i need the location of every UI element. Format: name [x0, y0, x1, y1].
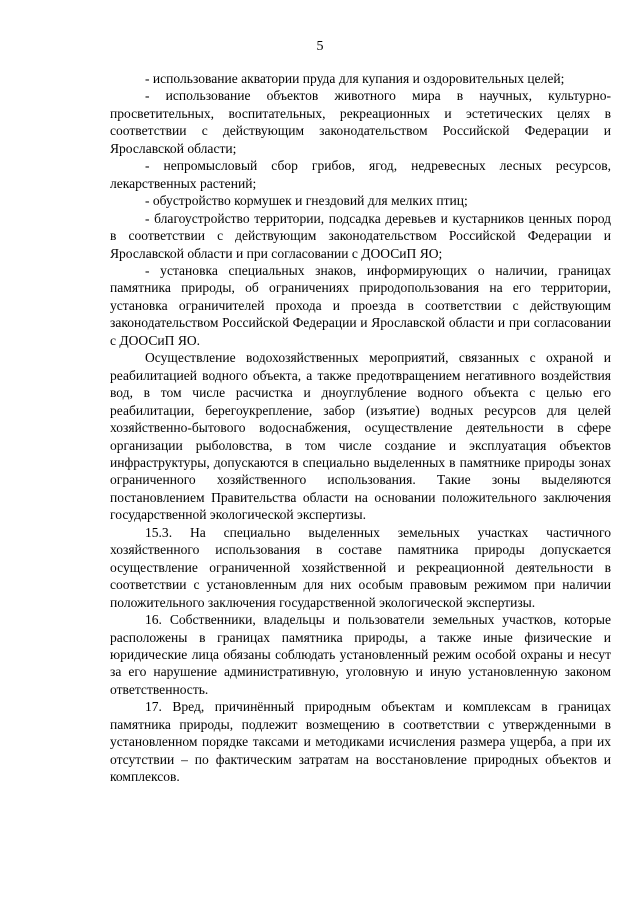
paragraph-water-management: Осуществление водохозяйственных мероприятий, связанных с охраной и реабилитацией водного объекта, а также предотвращением негативного воздействия вод, в том числе расчистка и дноуглубление водного объекта с целью его реабилитации, берегоукрепление, забор (изъятие) водных ресурсов для целей хозяйственно-бытового водоснабжения, осуществление деятельности в сфере организации рыболовства, в том числе создание и эксплуатация объектов инфраструктуры, допускаются в специально выделенных в памятнике природы зонах ограниченного хозяйственного использования. Такие зоны выделяются постановлением Правительства области на основании положительного заключения государственной экологической экспертизы.	[110, 350, 611, 523]
paragraph-landscaping: - благоустройство территории, подсадка деревьев и кустарников ценных пород в соответствии с действующим законодательством Российской Федерации и Ярославской области и при согласовании с ДООСиП ЯО;	[110, 210, 611, 261]
paragraph-signs: - установка специальных знаков, информирующих о наличии, границах памятника природы, об ограничениях природопользования на его территории, установка ограничителей прохода и проезда в соответствии с действующим законодательством Российской Федерации и Ярославской области и при согласовании с ДООСиП ЯО.	[110, 262, 611, 348]
page-number: 5	[316, 39, 324, 54]
paragraph-mushroom-gathering: - непромысловый сбор грибов, ягод, недревесных лесных ресурсов, лекарственных растений;	[110, 158, 611, 191]
paragraph-16: 16. Собственники, владельцы и пользователи земельных участков, которые расположены в границах памятника природы, а также иные физические и юридические лица обязаны соблюдать установленный режим особой охраны и несут за его нарушение административную, уголовную и иную установленную законом ответственность.	[110, 612, 611, 697]
paragraph-17: 17. Вред, причинённый природным объектам и комплексам в границах памятника природы, подлежит возмещению в соответствии с утвержденными в установленном порядке таксами и методиками исчисления размера ущерба, а при их отсутствии – по фактическим затратам на восстановление природных объектов и комплексов.	[110, 699, 611, 785]
paragraph-15-3: 15.3. На специально выделенных земельных участках частичного хозяйственного использования в составе памятника природы допускается осуществление ограниченной хозяйственной и рекреационной деятельности в соответствии с установленным для них особым правовым режимом при наличии положительного заключения государственной экологической экспертизы.	[110, 524, 611, 610]
paragraph-wildlife-use: - использование объектов животного мира в научных, культурно-просветительных, воспитательных, рекреационных и эстетических целях в соответствии с действующим законодательством Российской Федерации и Ярославской области;	[110, 88, 611, 156]
paragraph-pond-use: - использование акватории пруда для купания и оздоровительных целей;	[145, 71, 565, 86]
paragraph-bird-feeders: - обустройство кормушек и гнездовий для мелких птиц;	[145, 193, 468, 209]
document-body	[110, 70, 611, 786]
